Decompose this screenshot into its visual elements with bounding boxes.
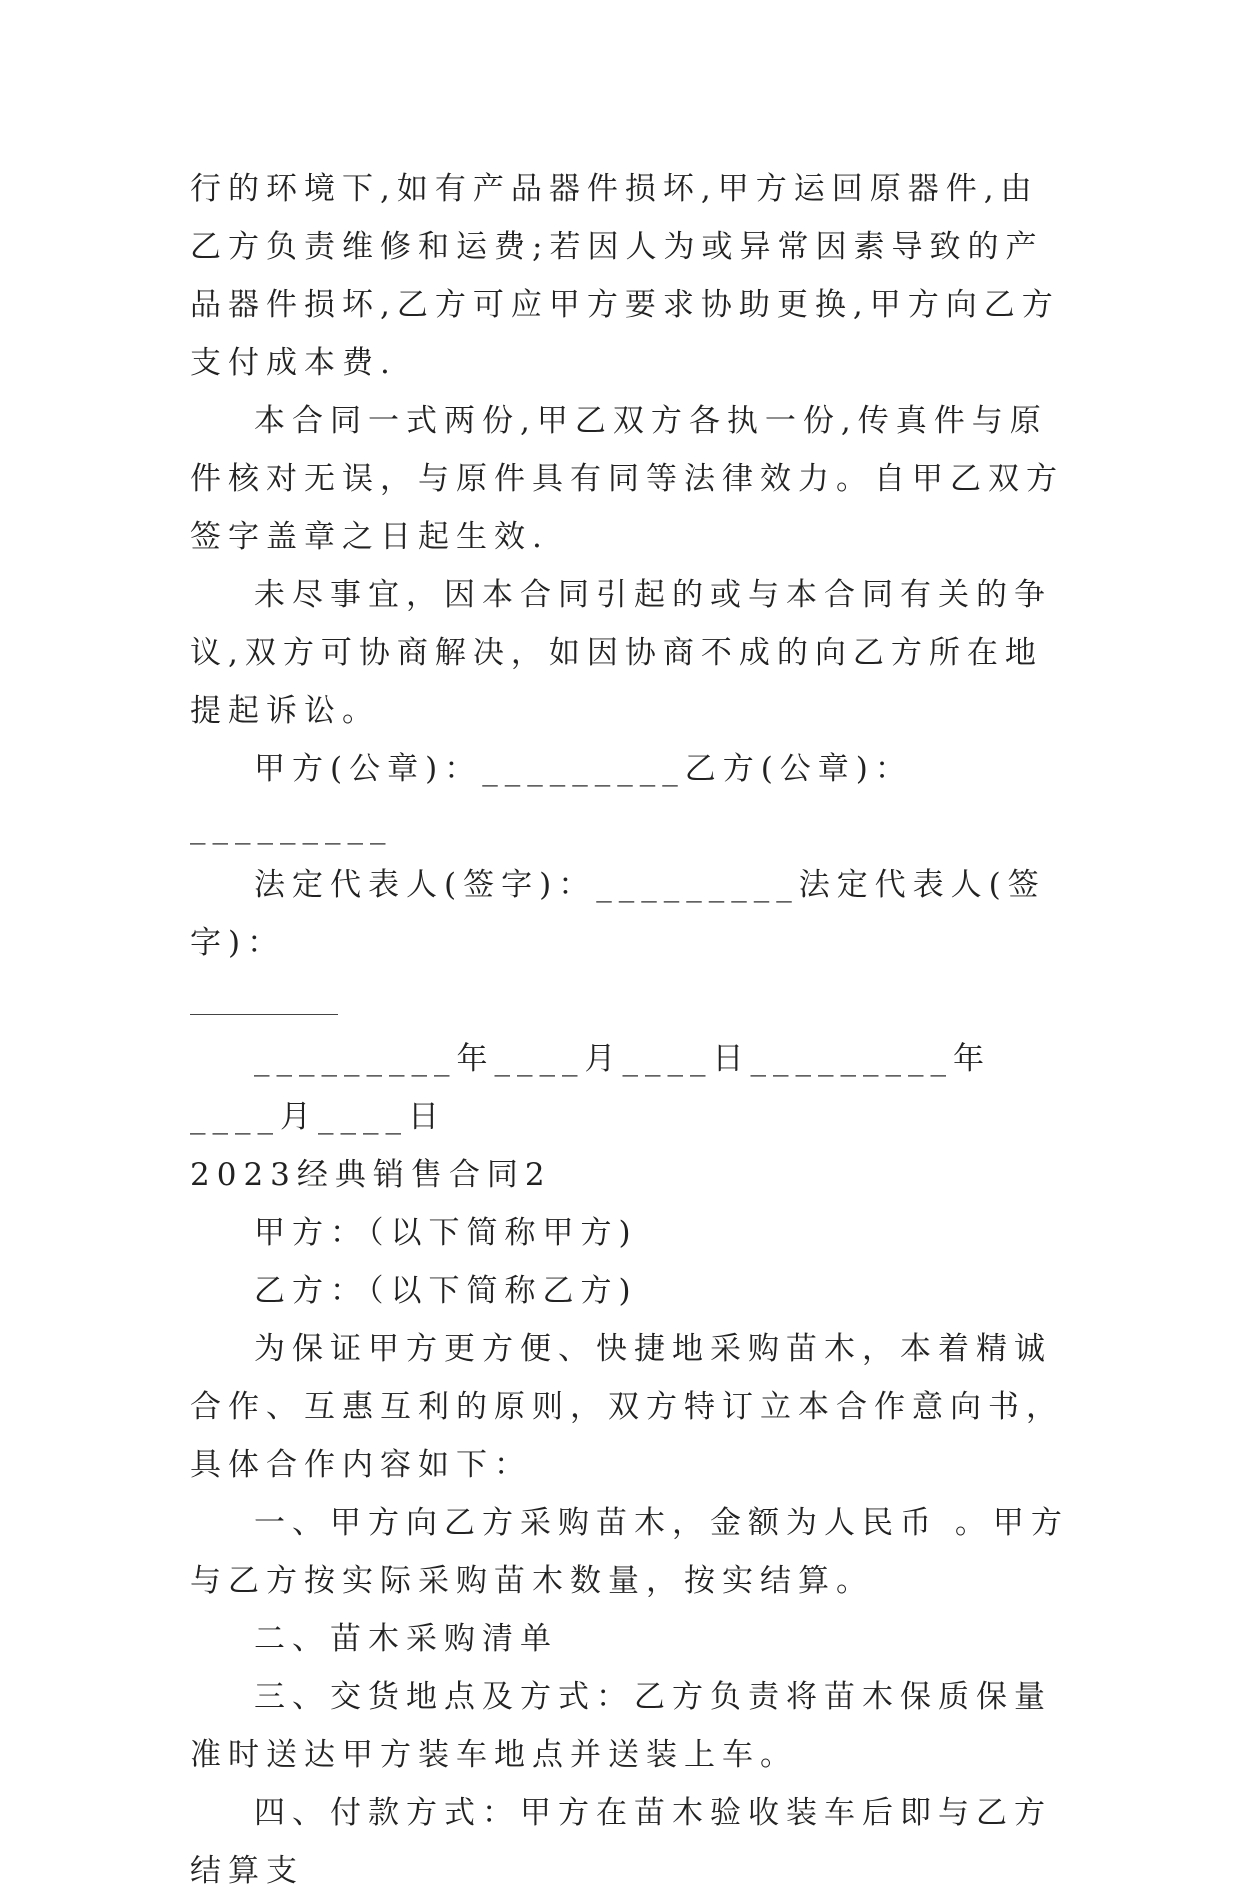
paragraph-disputes: 未尽事宜，因本合同引起的或与本合同有关的争议,双方可协商解决，如因协商不成的向乙方所在地提起诉讼。 xyxy=(190,577,1052,729)
paragraph-copies: 本合同一式两份,甲乙双方各执一份,传真件与原件核对无误，与原件具有同等法律效力。自甲乙双方签字盖章之日起生效. xyxy=(190,403,1064,555)
signature-representative-line: 法定代表人(签字)：_________法定代表人(签字)： xyxy=(190,867,1046,961)
signature-underline xyxy=(190,1014,338,1015)
clause-3: 三、交货地点及方式：乙方负责将苗木保质保量准时送达甲方装车地点并送装上车。 xyxy=(190,1679,1052,1773)
document-page xyxy=(190,160,1070,1900)
clause-1: 一、甲方向乙方采购苗木，金额为人民币 。甲方与乙方按实际采购苗木数量，按实结算。 xyxy=(190,1505,1069,1599)
party-b-line: 乙方：（以下简称乙方) xyxy=(254,1273,638,1309)
signature-blank-line xyxy=(190,972,1070,1030)
signature-seal-line: 甲方(公章)：_________乙方(公章)：_________ xyxy=(190,751,913,845)
signature-date-line: _________年____月____日_________年____月____日 xyxy=(190,1041,991,1135)
paragraph-intro: 为保证甲方更方便、快捷地采购苗木，本着精诚合作、互惠互利的原则，双方特订立本合作意向书，具体合作内容如下： xyxy=(190,1331,1064,1483)
party-a-line: 甲方：（以下简称甲方) xyxy=(254,1215,638,1251)
clause-4: 四、付款方式：甲方在苗木验收装车后即与乙方结算支 xyxy=(190,1795,1052,1889)
clause-2: 二、苗木采购清单 xyxy=(254,1621,558,1657)
section-title: 2023经典销售合同2 xyxy=(190,1157,552,1193)
paragraph-warranty: 行的环境下,如有产品器件损坏,甲方运回原器件,由乙方负责维修和运费;若因人为或异常因素导致的产品器件损坏,乙方可应甲方要求协助更换,甲方向乙方支付成本费. xyxy=(190,171,1060,381)
